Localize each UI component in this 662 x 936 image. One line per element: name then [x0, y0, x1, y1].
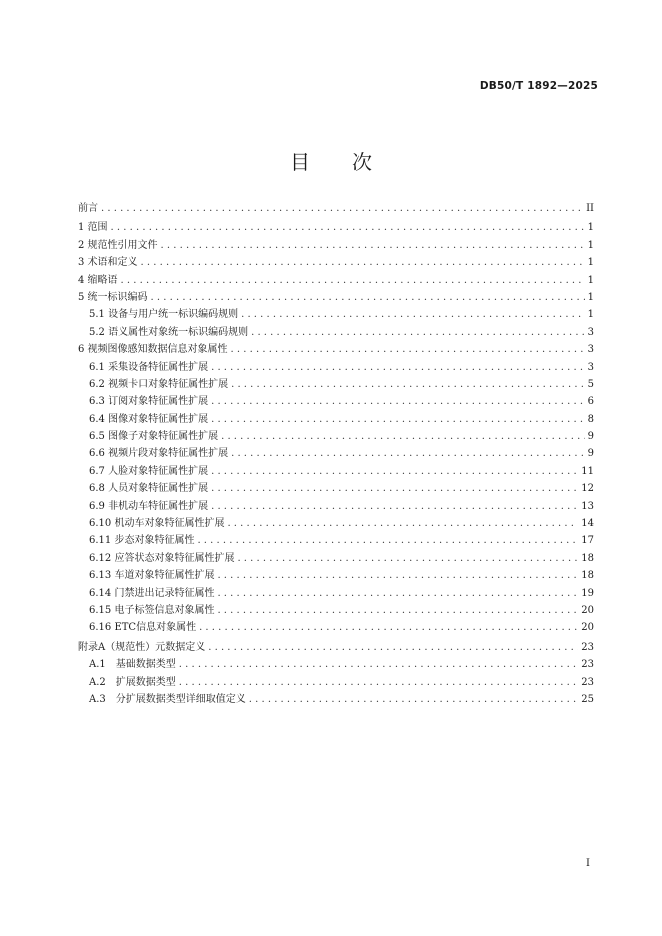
toc-entry-label: 6.14 门禁进出记录特征属性 [89, 587, 215, 599]
toc-entry-label: 1 范围 [78, 222, 108, 234]
toc-entry-page: 13 [581, 500, 594, 512]
toc-entry-page: 20 [581, 622, 594, 634]
toc-entry-page: 23 [581, 676, 594, 688]
toc-entry[interactable] [78, 237, 594, 254]
toc-entry-page: 1 [587, 239, 594, 251]
toc-leader-dots [101, 200, 583, 217]
toc-entry-page: 19 [581, 587, 594, 599]
toc-entry-label: 5.1 设备与用户统一标识编码规则 [89, 309, 239, 321]
toc-entry-page: 9 [587, 448, 594, 460]
toc-entry[interactable] [78, 341, 594, 358]
toc-entry-page: 23 [581, 659, 594, 671]
toc-entry-label: 6 视频图像感知数据信息对象属性 [78, 344, 228, 356]
toc-entry-page: 23 [581, 641, 594, 653]
toc-leader-dots [211, 411, 585, 428]
toc-leader-dots [221, 428, 585, 445]
toc-entry-page: 20 [581, 604, 594, 616]
toc-entry-page: 18 [581, 570, 594, 582]
toc-leader-dots [179, 656, 579, 673]
toc-entry-page: 14 [581, 518, 594, 530]
page-number: I [586, 858, 590, 869]
toc-entry-label: 6.12 应答状态对象特征属性扩展 [89, 552, 235, 564]
toc-entry-page: 18 [581, 552, 594, 564]
toc-entry[interactable] [78, 463, 594, 480]
toc-leader-dots [211, 480, 578, 497]
toc-entry-label: 附录A（规范性）元数据定义 [78, 641, 206, 653]
toc-entry-page: II [586, 203, 594, 214]
toc-entry[interactable] [78, 656, 594, 673]
toc-leader-dots [231, 376, 585, 393]
toc-leader-dots [121, 272, 585, 289]
toc-entry-page: 9 [587, 431, 594, 443]
toc-entry[interactable] [78, 585, 594, 602]
toc-entry[interactable] [78, 691, 594, 708]
toc-title-char-2: 次 [352, 150, 372, 174]
toc-entry[interactable] [78, 254, 594, 271]
toc-entry[interactable] [78, 219, 594, 236]
toc-entry-label: 2 规范性引用文件 [78, 239, 158, 251]
toc-entry[interactable] [78, 376, 594, 393]
toc-leader-dots [227, 515, 578, 532]
toc-entry-label: 前言 [78, 203, 98, 214]
toc-entry-label: A.2 扩展数据类型 [89, 676, 176, 688]
toc-entry[interactable] [78, 480, 594, 497]
toc-entry-label: 5.2 语义属性对象统一标识编码规则 [89, 326, 249, 338]
toc-leader-dots [231, 445, 585, 462]
toc-leader-dots [237, 550, 578, 567]
toc-title-char-1: 目 [290, 150, 310, 174]
toc-leader-dots [217, 602, 578, 619]
toc-entry[interactable] [78, 428, 594, 445]
toc-leader-dots [111, 219, 585, 236]
toc-entry-label: A.1 基础数据类型 [89, 659, 176, 671]
toc-leader-dots [199, 619, 578, 636]
toc-leader-dots [208, 639, 578, 656]
toc-leader-dots [251, 324, 585, 341]
toc-entry[interactable] [78, 550, 594, 567]
toc-leader-dots [211, 359, 585, 376]
toc-entry-page: 17 [581, 535, 594, 547]
toc-entry[interactable] [78, 532, 594, 549]
toc-leader-dots [179, 674, 579, 691]
toc-leader-dots [211, 498, 578, 515]
toc-entry-page: 1 [587, 257, 594, 269]
toc-entry[interactable] [78, 289, 594, 306]
toc-leader-dots [217, 567, 578, 584]
toc-entry-page: 12 [581, 483, 594, 495]
toc-title [0, 146, 662, 175]
toc-entry[interactable] [78, 359, 594, 376]
toc-entry-label: 4 缩略语 [78, 274, 118, 286]
toc-leader-dots [151, 289, 585, 306]
toc-entry-label: 6.6 视频片段对象特征属性扩展 [89, 448, 229, 460]
table-of-contents [78, 200, 594, 708]
toc-entry-label: 6.13 车道对象特征属性扩展 [89, 570, 215, 582]
toc-leader-dots [161, 237, 585, 254]
toc-entry-label: 6.10 机动车对象特征属性扩展 [89, 518, 225, 530]
toc-entry-page: 3 [587, 361, 594, 373]
toc-entry[interactable] [78, 324, 594, 341]
toc-entry[interactable] [78, 515, 594, 532]
toc-leader-dots [211, 393, 585, 410]
toc-leader-dots [249, 691, 579, 708]
toc-entry-page: 1 [587, 222, 594, 234]
toc-leader-dots [211, 463, 578, 480]
toc-entry[interactable] [78, 200, 594, 217]
toc-leader-dots [141, 254, 585, 271]
document-code: DB50/T 1892—2025 [479, 80, 598, 92]
toc-entry[interactable] [78, 639, 594, 656]
toc-leader-dots [241, 306, 585, 323]
toc-entry-page: 3 [587, 326, 594, 338]
toc-entry[interactable] [78, 411, 594, 428]
toc-entry-label: 6.2 视频卡口对象特征属性扩展 [89, 378, 229, 390]
toc-entry-label: 6.15 电子标签信息对象属性 [89, 604, 215, 616]
toc-entry-label: 6.5 图像子对象特征属性扩展 [89, 431, 219, 443]
toc-entry[interactable] [78, 567, 594, 584]
toc-entry-page: 1 [587, 274, 594, 286]
toc-entry-page: 25 [581, 693, 594, 705]
toc-entry[interactable] [78, 674, 594, 691]
toc-entry-label: 6.1 采集设备特征属性扩展 [89, 361, 209, 373]
toc-entry-page: 1 [587, 309, 594, 321]
toc-entry-label: 6.3 订阅对象特征属性扩展 [89, 396, 209, 408]
toc-leader-dots [217, 585, 578, 602]
toc-entry-label: 3 术语和定义 [78, 257, 138, 269]
toc-entry[interactable] [78, 306, 594, 323]
toc-entry[interactable] [78, 393, 594, 410]
toc-entry-label: 6.8 人员对象特征属性扩展 [89, 483, 209, 495]
toc-entry-label: 6.4 图像对象特征属性扩展 [89, 413, 209, 425]
toc-entry[interactable] [78, 445, 594, 462]
toc-entry-page: 3 [587, 344, 594, 356]
toc-entry-page: 5 [587, 378, 594, 390]
toc-entry-label: A.3 分扩展数据类型详细取值定义 [89, 693, 246, 705]
toc-entry-page: 6 [587, 396, 594, 408]
toc-leader-dots [197, 532, 578, 549]
toc-entry[interactable] [78, 498, 594, 515]
toc-entry-label: 6.11 步态对象特征属性 [89, 535, 195, 547]
toc-entry-label: 5 统一标识编码 [78, 291, 148, 303]
toc-entry[interactable] [78, 272, 594, 289]
toc-leader-dots [231, 341, 585, 358]
toc-entry-label: 6.9 非机动车特征属性扩展 [89, 500, 209, 512]
toc-entry[interactable] [78, 619, 594, 636]
toc-entry[interactable] [78, 602, 594, 619]
toc-entry-label: 6.7 人脸对象特征属性扩展 [89, 465, 209, 477]
toc-entry-page: 11 [581, 465, 594, 477]
toc-entry-label: 6.16 ETC信息对象属性 [89, 622, 197, 634]
toc-entry-page: 8 [587, 413, 594, 425]
toc-entry-page: 1 [587, 291, 594, 303]
